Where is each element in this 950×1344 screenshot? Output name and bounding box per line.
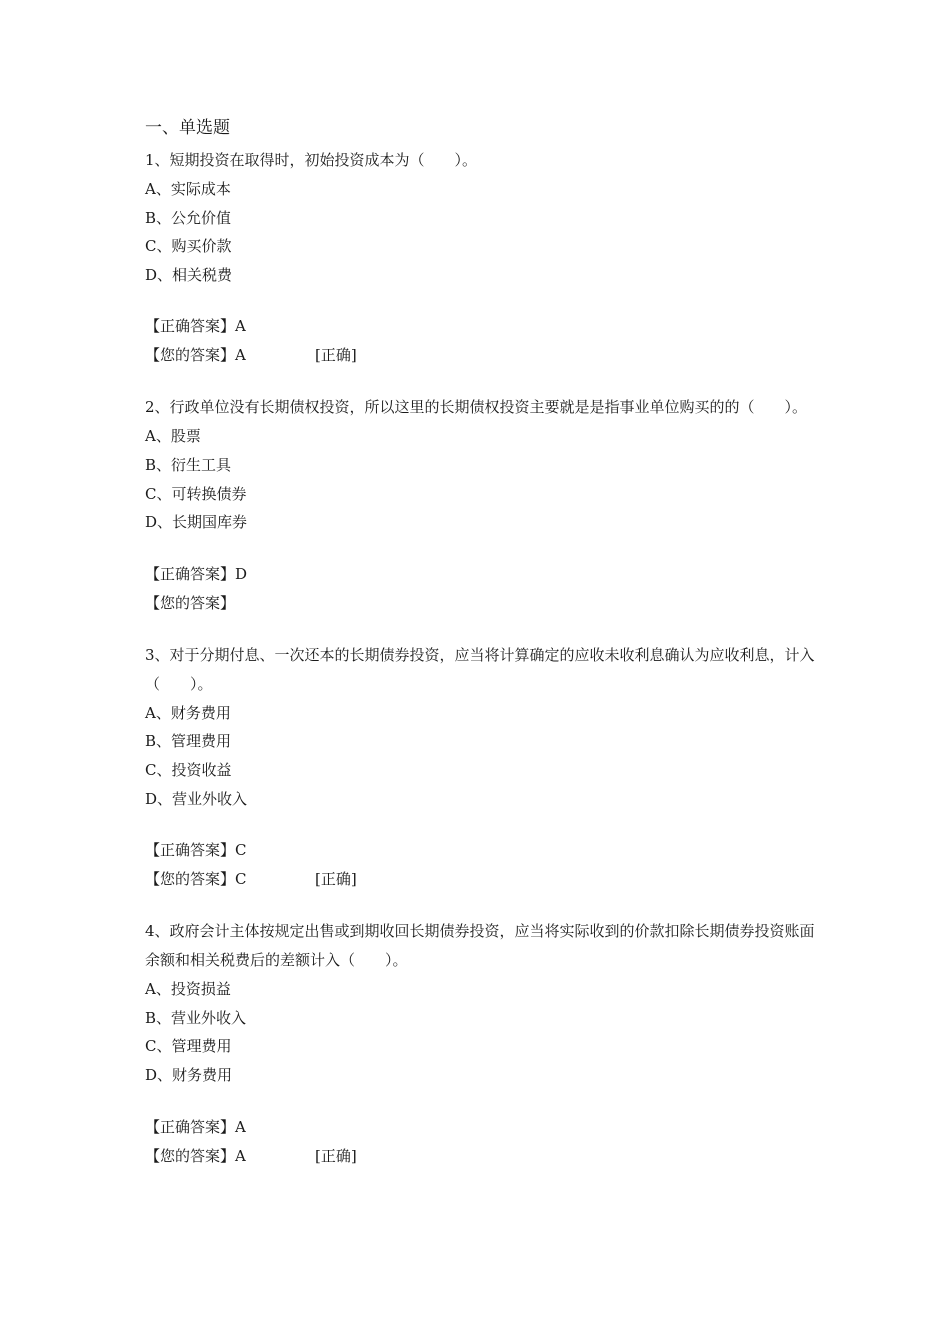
option-a: A、实际成本 [145,180,231,198]
option-d: D、相关税费 [145,265,233,284]
option-list [145,975,825,1089]
option-b: B、公允价值 [145,208,232,227]
your-answer-label: 【您的答案】 [145,870,236,889]
question-1 [145,146,825,370]
option-a: A、投资损益 [145,980,231,999]
option-c: C、管理费用 [145,1037,232,1056]
option-b: B、营业外收入 [145,1008,247,1027]
option-c: C、可转换债券 [145,484,247,503]
your-answer-value: C [235,870,247,889]
your-answer-line [145,589,825,618]
your-answer-value [235,589,315,618]
answer-verdict: [正确] [315,870,357,889]
your-answer-label: 【您的答案】 [145,346,236,365]
correct-answer-value: C [235,841,247,860]
your-answer-label: 【您的答案】 [145,1146,236,1165]
question-4 [145,917,825,1170]
option-c: C、投资收益 [145,760,232,779]
your-answer-value: A [235,346,246,365]
your-answer-line [145,341,825,370]
your-answer-label: 【您的答案】 [145,593,236,612]
option-b: B、管理费用 [145,732,232,751]
question-text: 3、对于分期付息、一次还本的长期债券投资，应当将计算确定的应收未收利息确认为应收利息，计入（ ）。 [145,645,815,693]
document-page [145,114,825,1171]
answer-verdict: [正确] [315,1146,357,1165]
your-answer-line [145,865,825,894]
answer-block [145,1113,825,1171]
answer-block [145,836,825,894]
option-d: D、长期国库券 [145,513,248,532]
correct-answer-line [145,1113,825,1142]
section-title: 一、单选题 [145,118,230,138]
option-a: A、股票 [145,427,201,446]
option-c: C、购买价款 [145,237,232,256]
correct-answer-label: 【正确答案】 [145,1117,236,1136]
option-b: B、衍生工具 [145,455,232,474]
your-answer-line [145,1142,825,1171]
answer-verdict: [正确] [315,346,357,365]
correct-answer-label: 【正确答案】 [145,317,236,336]
your-answer-value: A [235,1146,246,1165]
correct-answer-line [145,312,825,341]
correct-answer-line [145,560,825,589]
option-list [145,175,825,289]
question-text: 1、短期投资在取得时，初始投资成本为（ ）。 [145,151,478,169]
correct-answer-label: 【正确答案】 [145,564,236,583]
question-text: 2、行政单位没有长期债权投资，所以这里的长期债权投资主要就是是指事业单位购买的的（ ）。 [145,398,808,417]
question-2 [145,393,825,617]
correct-answer-line [145,836,825,865]
correct-answer-label: 【正确答案】 [145,841,236,860]
correct-answer-value: D [235,564,248,583]
option-a: A、财务费用 [145,703,231,722]
option-list [145,699,825,813]
correct-answer-value: A [235,317,246,336]
question-text: 4、政府会计主体按规定出售或到期收回长期债券投资，应当将实际收到的价款扣除长期债券投资账面余额和相关税费后的差额计入（ ）。 [145,922,815,970]
answer-block [145,312,825,370]
answer-block [145,560,825,618]
option-d: D、财务费用 [145,1065,233,1084]
option-list [145,422,825,536]
option-d: D、营业外收入 [145,789,248,808]
correct-answer-value: A [235,1117,246,1136]
question-3 [145,641,825,894]
